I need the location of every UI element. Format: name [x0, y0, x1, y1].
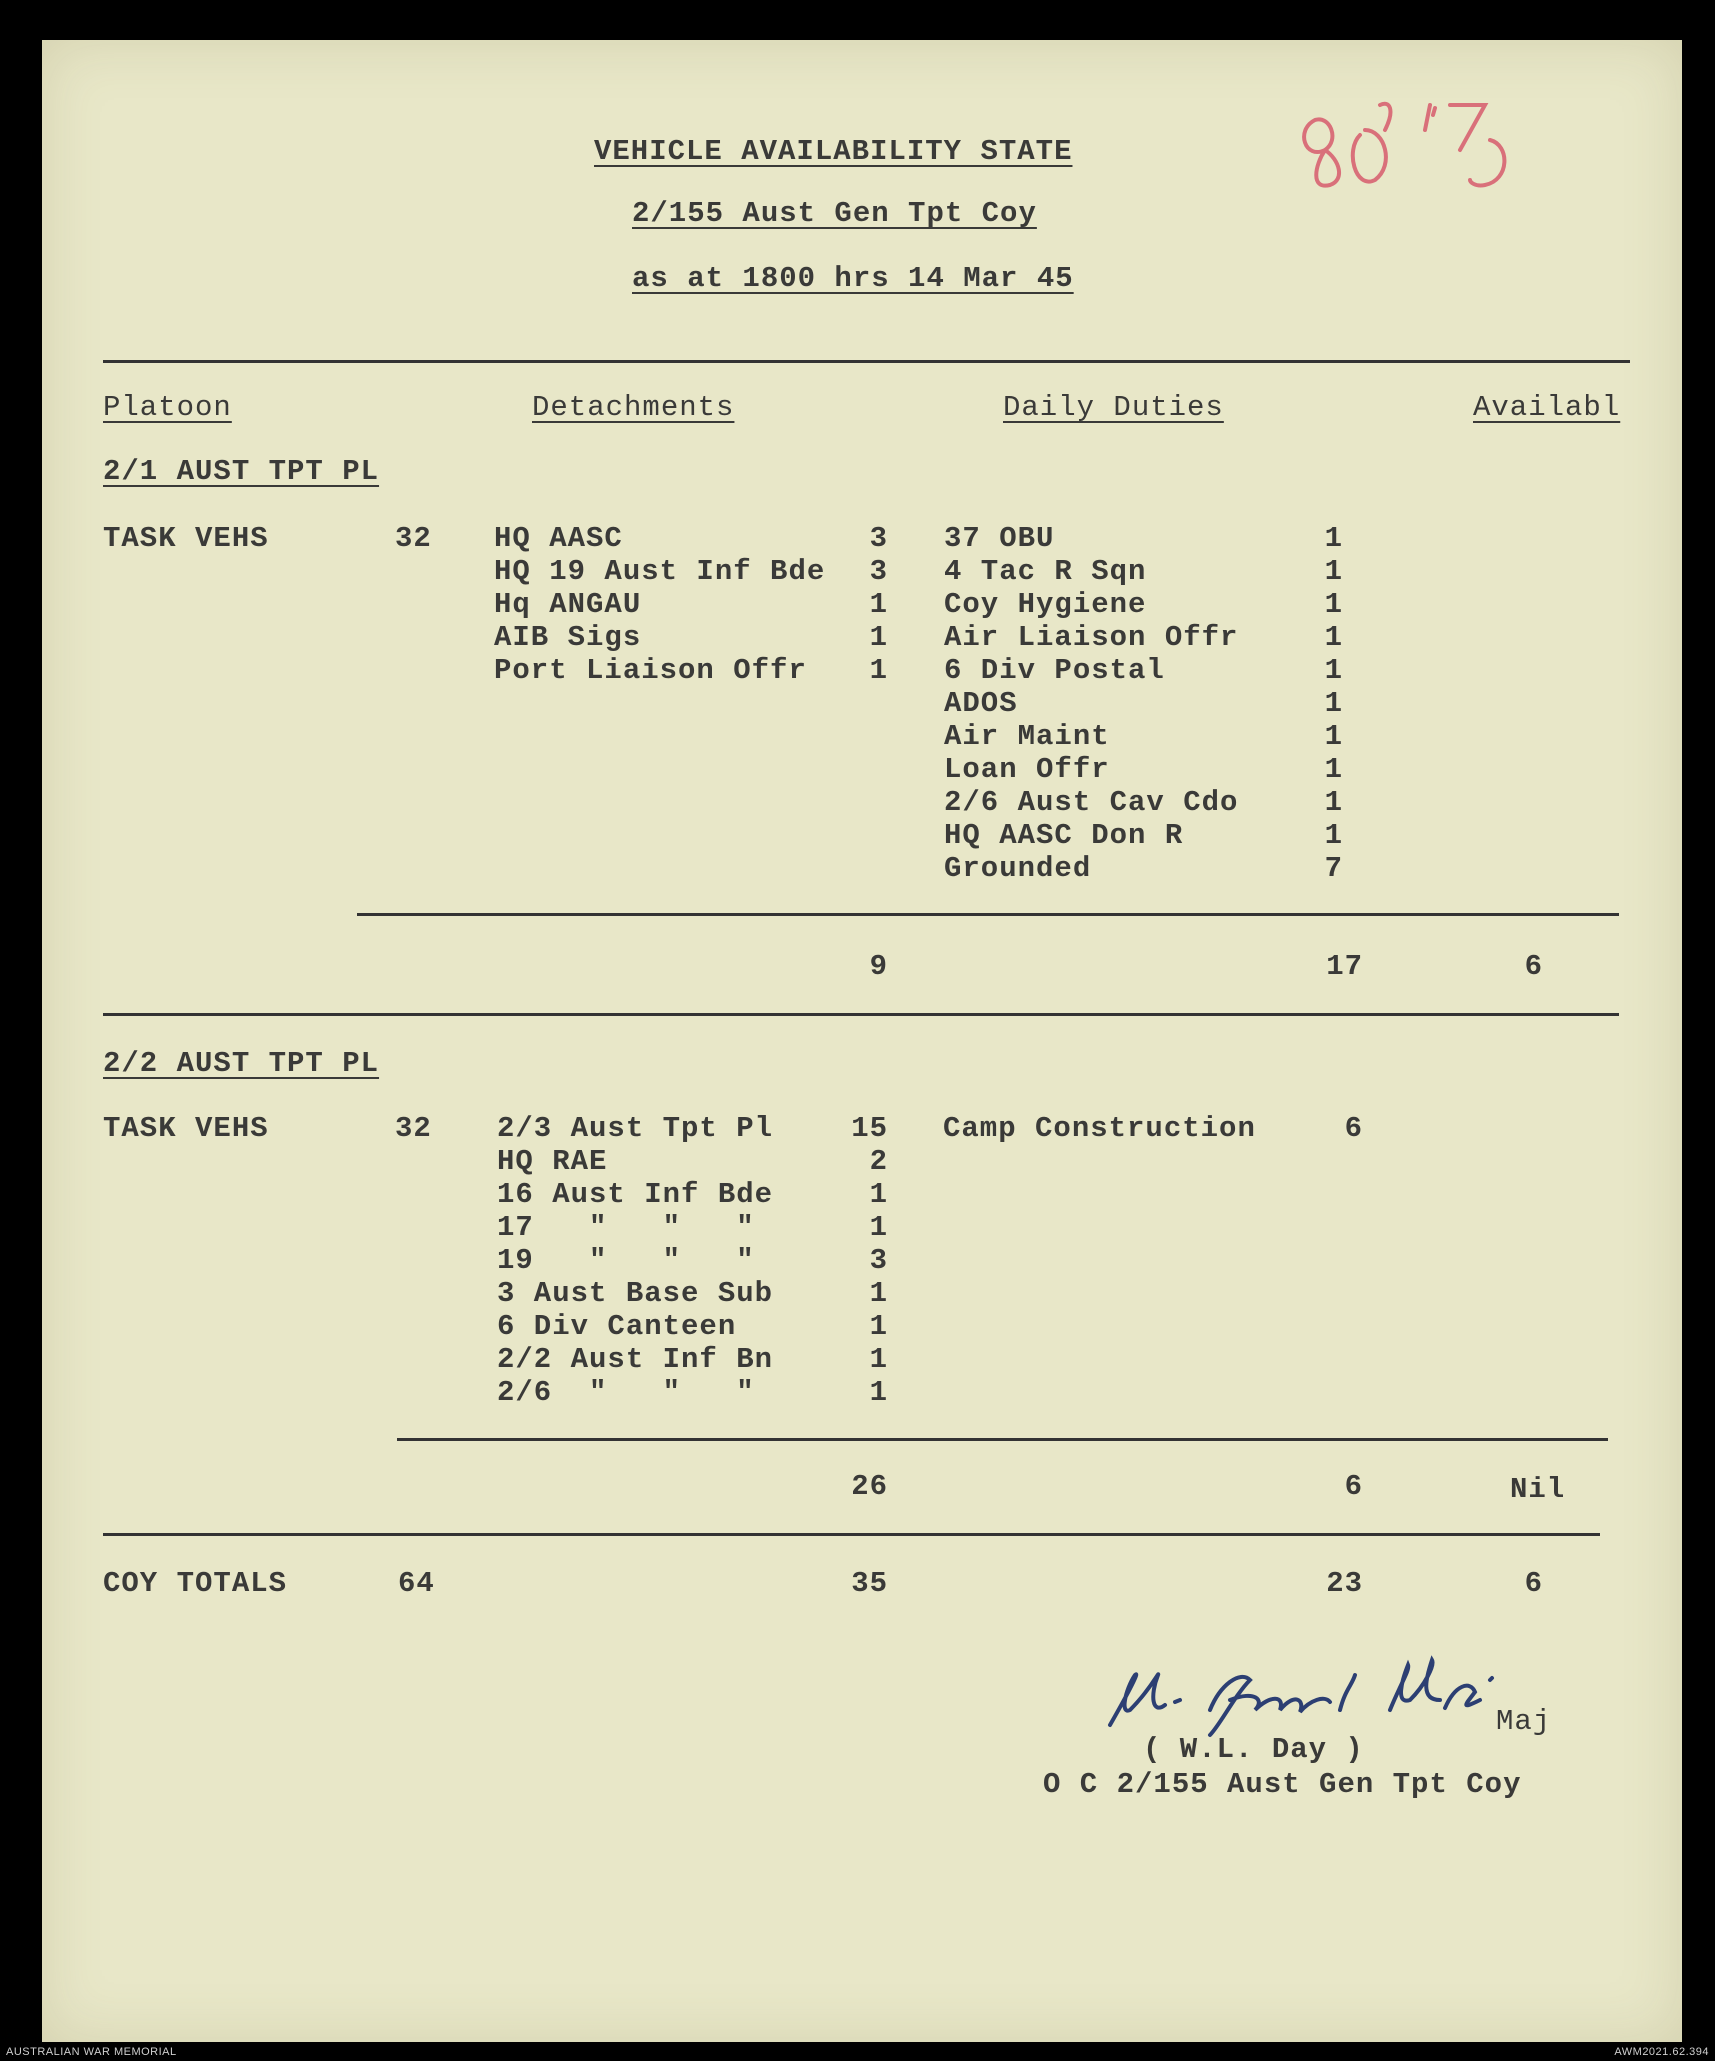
detachment-qty: 3: [869, 522, 888, 555]
duty-name: Coy Hygiene: [944, 588, 1147, 621]
section1-total-duties: 17: [1326, 950, 1363, 983]
duty-qty: 1: [1324, 720, 1343, 753]
duty-name: Grounded: [944, 852, 1092, 885]
section2-task-label: TASK VEHS: [103, 1112, 269, 1145]
detachment-name: 16 Aust Inf Bde: [497, 1178, 774, 1211]
detachment-qty: 3: [869, 555, 888, 588]
section2-total-duties: 6: [1344, 1470, 1363, 1503]
divider: [357, 913, 1619, 916]
detachment-qty: 1: [869, 1178, 888, 1211]
detachment-name: HQ AASC: [494, 522, 623, 555]
duty-qty: 1: [1324, 687, 1343, 720]
section2-total-detachments: 26: [851, 1470, 888, 1503]
coy-totals-detachments: 35: [851, 1567, 888, 1600]
detachment-name: 3 Aust Base Sub: [497, 1277, 774, 1310]
col-header-detachments: Detachments: [532, 391, 735, 424]
detachment-qty: 1: [869, 1310, 888, 1343]
coy-totals-label: COY TOTALS: [103, 1567, 288, 1600]
detachment-qty: 1: [869, 1376, 888, 1409]
duty-name: 6 Div Postal: [944, 654, 1165, 687]
detachment-qty: 15: [851, 1112, 888, 1145]
detachment-qty: 1: [869, 1277, 888, 1310]
divider: [103, 1533, 1600, 1536]
handwritten-red-mark: [1285, 90, 1525, 210]
duty-name: Camp Construction: [943, 1112, 1256, 1145]
divider: [103, 360, 1630, 363]
col-header-platoon: Platoon: [103, 391, 232, 424]
section1-total-available: 6: [1524, 950, 1543, 983]
detachment-qty: 1: [869, 621, 888, 654]
footer-left: AUSTRALIAN WAR MEMORIAL: [6, 2046, 177, 2058]
section1-name: 2/1 AUST TPT PL: [103, 455, 380, 488]
duty-qty: 1: [1324, 819, 1343, 852]
detachment-qty: 1: [869, 588, 888, 621]
detachment-name: 19 " " ": [497, 1244, 755, 1277]
detachment-name: Hq ANGAU: [494, 588, 642, 621]
duty-qty: 1: [1324, 753, 1343, 786]
document-title: VEHICLE AVAILABILITY STATE: [594, 135, 1073, 168]
signature-rank: Maj: [1496, 1705, 1552, 1738]
duty-qty: 1: [1324, 786, 1343, 819]
handwritten-signature: [1090, 1630, 1520, 1740]
detachment-name: Port Liaison Offr: [494, 654, 807, 687]
unit-name: 2/155 Aust Gen Tpt Coy: [632, 197, 1037, 230]
section1-task-count: 32: [395, 522, 432, 555]
duty-qty: 1: [1324, 555, 1343, 588]
detachment-qty: 3: [869, 1244, 888, 1277]
duty-qty: 1: [1324, 588, 1343, 621]
duty-name: Loan Offr: [944, 753, 1110, 786]
duty-qty: 7: [1324, 852, 1343, 885]
detachment-qty: 1: [869, 1343, 888, 1376]
duty-name: 37 OBU: [944, 522, 1055, 555]
detachment-name: AIB Sigs: [494, 621, 642, 654]
section1-task-label: TASK VEHS: [103, 522, 269, 555]
detachment-name: 2/2 Aust Inf Bn: [497, 1343, 774, 1376]
coy-totals-task: 64: [398, 1567, 435, 1600]
duty-name: Air Liaison Offr: [944, 621, 1239, 654]
duty-name: HQ AASC Don R: [944, 819, 1184, 852]
divider: [397, 1438, 1608, 1441]
section1-total-detachments: 9: [869, 950, 888, 983]
col-header-available: Availabl: [1473, 391, 1621, 424]
detachment-name: 6 Div Canteen: [497, 1310, 737, 1343]
duty-qty: 1: [1324, 621, 1343, 654]
duty-qty: 1: [1324, 522, 1343, 555]
signature-position: O C 2/155 Aust Gen Tpt Coy: [1043, 1768, 1522, 1801]
duty-qty: 1: [1324, 654, 1343, 687]
detachment-qty: 1: [869, 1211, 888, 1244]
detachment-name: 2/3 Aust Tpt Pl: [497, 1112, 774, 1145]
duty-name: 4 Tac R Sqn: [944, 555, 1147, 588]
section2-total-available: Nil: [1510, 1473, 1566, 1506]
detachment-qty: 2: [869, 1145, 888, 1178]
detachment-name: 17 " " ": [497, 1211, 755, 1244]
as-at-date: as at 1800 hrs 14 Mar 45: [632, 262, 1074, 295]
footer-right: AWM2021.62.394: [1614, 2046, 1709, 2058]
section2-name: 2/2 AUST TPT PL: [103, 1047, 380, 1080]
duty-name: Air Maint: [944, 720, 1110, 753]
detachment-name: 2/6 " " ": [497, 1376, 755, 1409]
divider: [103, 1013, 1619, 1016]
signature-name: ( W.L. Day ): [1143, 1733, 1364, 1766]
duty-name: 2/6 Aust Cav Cdo: [944, 786, 1239, 819]
detachment-name: HQ 19 Aust Inf Bde: [494, 555, 826, 588]
detachment-qty: 1: [869, 654, 888, 687]
coy-totals-duties: 23: [1326, 1567, 1363, 1600]
duty-name: ADOS: [944, 687, 1018, 720]
section2-task-count: 32: [395, 1112, 432, 1145]
detachment-name: HQ RAE: [497, 1145, 608, 1178]
duty-qty: 6: [1344, 1112, 1363, 1145]
col-header-daily-duties: Daily Duties: [1003, 391, 1224, 424]
document-page: [42, 40, 1682, 2042]
coy-totals-available: 6: [1524, 1567, 1543, 1600]
